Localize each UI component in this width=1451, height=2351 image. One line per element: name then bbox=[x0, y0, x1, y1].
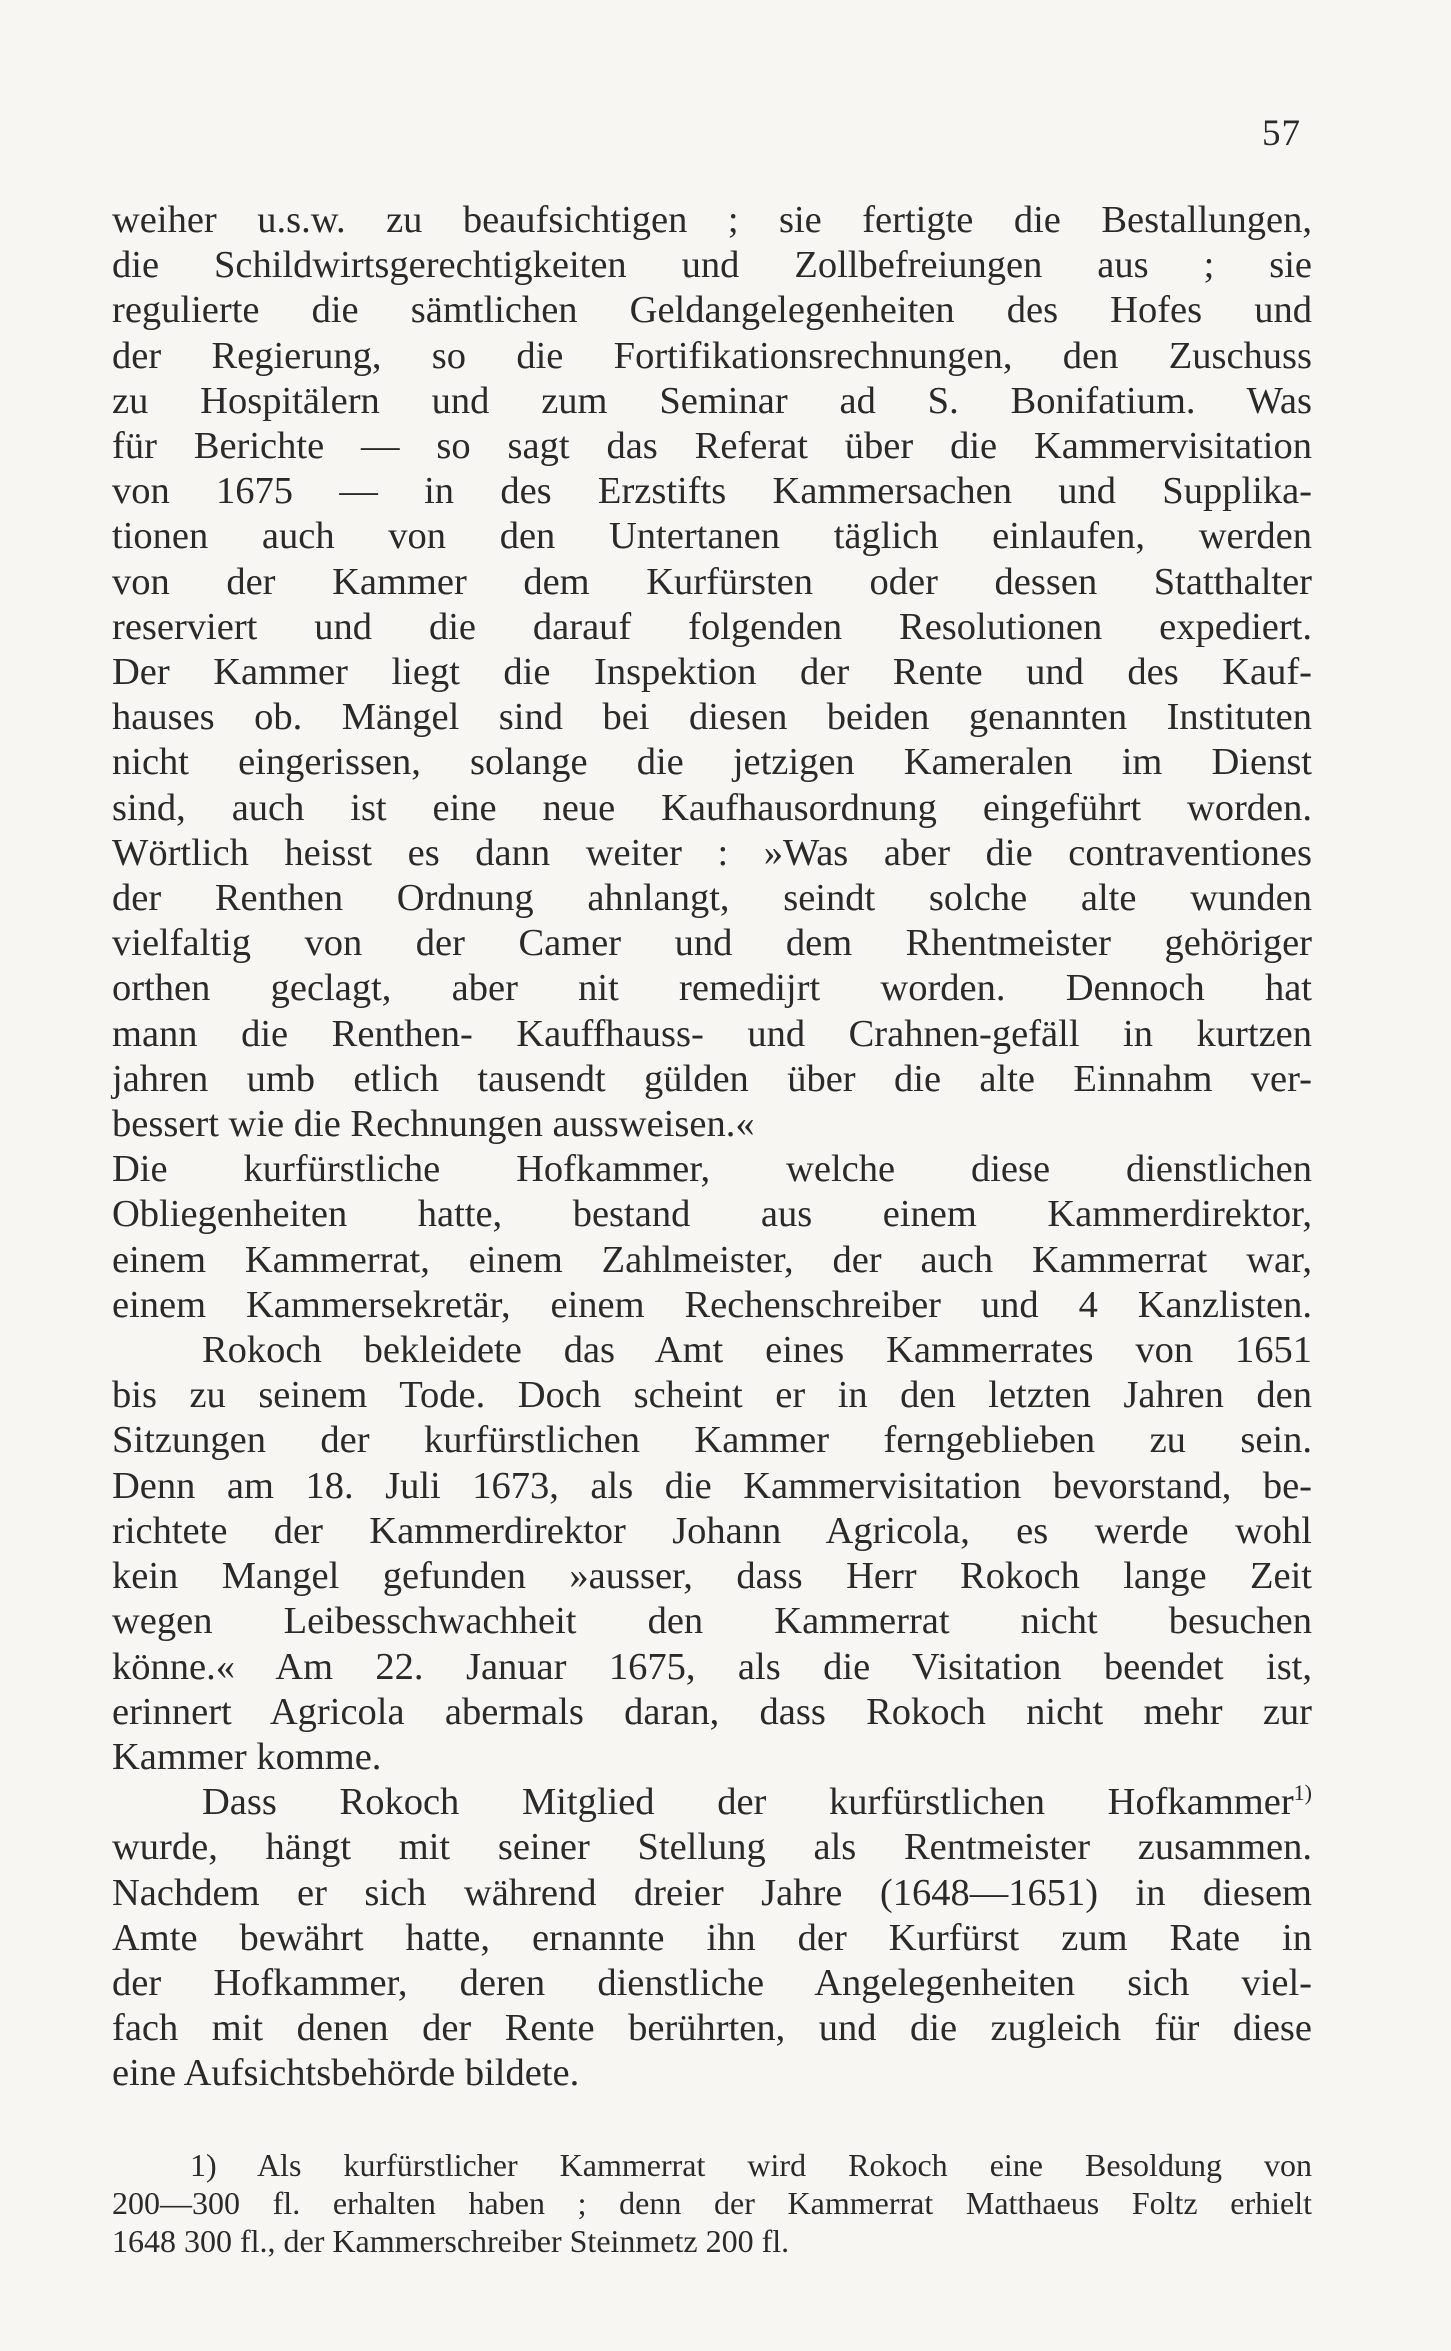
text-line: der Hofkammer, deren dienstliche Angelegenheiten sich viel- bbox=[112, 1961, 1312, 2004]
text-line: richtete der Kammerdirektor Johann Agricola, es werde wohl bbox=[112, 1509, 1312, 1552]
text-line-with-footnote bbox=[112, 1780, 1312, 1825]
text-line: Wörtlich heisst es dann weiter : »Was aber die contraventiones bbox=[112, 831, 1312, 874]
text-line: Obliegenheiten hatte, bestand aus einem Kammerdirektor, bbox=[112, 1193, 1312, 1236]
text-line: Die kurfürstliche Hofkammer, welche diese dienstlichen bbox=[112, 1148, 1312, 1191]
text-line: regulierte die sämtlichen Geldangelegenheiten des Hofes und bbox=[112, 289, 1312, 332]
footnote-reference: 1) bbox=[1293, 1780, 1312, 1806]
text-line-content: Dass Rokoch Mitglied der kurfürstlichen Hofkammer bbox=[202, 1781, 1294, 1824]
body-text bbox=[112, 198, 1312, 2097]
text-line: von 1675 — in des Erzstifts Kammersachen und Supplika- bbox=[112, 470, 1312, 513]
footnote-line: 200—300 fl. erhalten haben ; denn der Kammerrat Matthaeus Foltz erhielt bbox=[112, 2185, 1312, 2221]
text-line: einem Kammersekretär, einem Rechenschreiber und 4 Kanzlisten. bbox=[112, 1283, 1312, 1326]
text-line: sind, auch ist eine neue Kaufhausordnung eingeführt worden. bbox=[112, 786, 1312, 829]
text-line: die Schildwirtsgerechtigkeiten und Zollbefreiungen aus ; sie bbox=[112, 244, 1312, 287]
text-line: könne.« Am 22. Januar 1675, als die Visitation beendet ist, bbox=[112, 1645, 1312, 1688]
text-line: bis zu seinem Tode. Doch scheint er in den letzten Jahren den bbox=[112, 1374, 1312, 1417]
text-line: nicht eingerissen, solange die jetzigen Kameralen im Dienst bbox=[112, 741, 1312, 784]
text-line: zu Hospitälern und zum Seminar ad S. Bonifatium. Was bbox=[112, 379, 1312, 422]
text-line: kein Mangel gefunden »ausser, dass Herr Rokoch lange Zeit bbox=[112, 1555, 1312, 1598]
text-line: der Renthen Ordnung ahnlangt, seindt solche alte wunden bbox=[112, 877, 1312, 920]
text-line: hauses ob. Mängel sind bei diesen beiden genannten Instituten bbox=[112, 696, 1312, 739]
text-line: Denn am 18. Juli 1673, als die Kammervisitation bevorstand, be- bbox=[112, 1464, 1312, 1507]
text-line: der Regierung, so die Fortifikationsrechnungen, den Zuschuss bbox=[112, 334, 1312, 377]
text-line: Nachdem er sich während dreier Jahre (1648—1651) in diesem bbox=[112, 1871, 1312, 1914]
text-line: eine Aufsichtsbehörde bildete. bbox=[112, 2052, 580, 2095]
text-line: Der Kammer liegt die Inspektion der Rente und des Kauf- bbox=[112, 651, 1312, 694]
text-line: Rokoch bekleidete das Amt eines Kammerrates von 1651 bbox=[202, 1329, 1312, 1372]
text-line: jahren umb etlich tausendt gülden über die alte Einnahm ver- bbox=[112, 1057, 1312, 1100]
text-line: weiher u.s.w. zu beaufsichtigen ; sie fertigte die Bestallungen, bbox=[112, 199, 1312, 241]
text-line: Sitzungen der kurfürstlichen Kammer ferngeblieben zu sein. bbox=[112, 1419, 1312, 1462]
page-number: 57 bbox=[1262, 113, 1301, 154]
text-line: einem Kammerrat, einem Zahlmeister, der auch Kammerrat war, bbox=[112, 1238, 1312, 1281]
text-line: fach mit denen der Rente berührten, und die zugleich für diese bbox=[112, 2007, 1312, 2050]
text-line: Kammer komme. bbox=[112, 1735, 382, 1778]
text-line: von der Kammer dem Kurfürsten oder dessen Statthalter bbox=[112, 560, 1312, 603]
footnote-line: 1648 300 fl., der Kammerschreiber Steinmetz 200 fl. bbox=[112, 2223, 790, 2259]
text-line: mann die Renthen- Kauffhauss- und Crahnen-gefäll in kurtzen bbox=[112, 1012, 1312, 1055]
text-line: vielfaltig von der Camer und dem Rhentmeister gehöriger bbox=[112, 922, 1312, 965]
text-line: bessert wie die Rechnungen ausswеisen.« bbox=[112, 1103, 755, 1146]
footnotes bbox=[112, 2146, 1312, 2260]
text-line: tionen auch von den Untertanen täglich einlaufen, werden bbox=[112, 515, 1312, 558]
text-line: reserviert und die darauf folgenden Resolutionen expediert. bbox=[112, 605, 1312, 648]
text-line: wurde, hängt mit seiner Stellung als Rentmeister zusammen. bbox=[112, 1826, 1312, 1869]
footnote-line: 1) Als kurfürstlicher Kammerrat wird Rokoch eine Besoldung von bbox=[190, 2147, 1312, 2183]
text-line: orthen geclagt, aber nit remedijrt worden. Dennoch hat bbox=[112, 967, 1312, 1010]
text-line: wegen Leibesschwachheit den Kammerrat nicht besuchen bbox=[112, 1600, 1312, 1643]
text-line: Amte bewährt hatte, ernannte ihn der Kurfürst zum Rate in bbox=[112, 1916, 1312, 1959]
text-line: für Berichte — so sagt das Referat über die Kammervisitation bbox=[112, 425, 1312, 468]
text-line: erinnert Agricola abermals daran, dass Rokoch nicht mehr zur bbox=[112, 1690, 1312, 1733]
